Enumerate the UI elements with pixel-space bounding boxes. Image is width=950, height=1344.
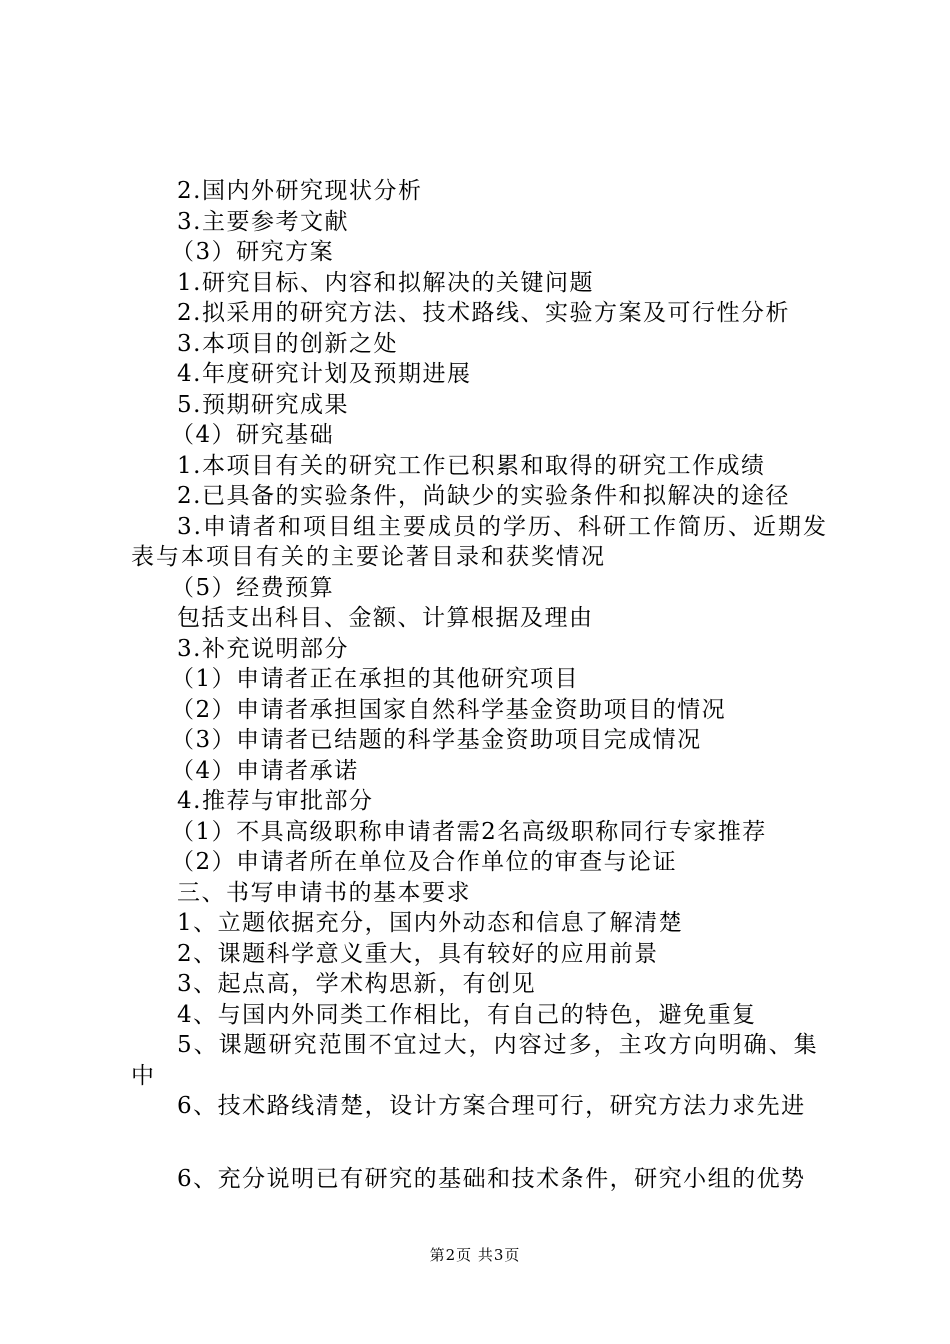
text-line: （2）申请者所在单位及合作单位的审查与论证 xyxy=(171,849,678,875)
text-line: （1）不具高级职称申请者需2名高级职称同行专家推荐 xyxy=(171,818,767,845)
text-line: 3.主要参考文献 xyxy=(177,208,349,235)
text-paragraph: 3.申请者和项目组主要成员的学历、科研工作简历、近期发表与本项目有关的主要论著目录和获奖情况 xyxy=(131,513,828,570)
text-line: 2.拟采用的研究方法、技术路线、实验方案及可行性分析 xyxy=(177,300,790,326)
text-line: 5.预期研究成果 xyxy=(177,391,349,418)
text-line: 2.已具备的实验条件，尚缺少的实验条件和拟解决的途径 xyxy=(177,483,790,509)
text-line: （2）申请者承担国家自然科学基金资助项目的情况 xyxy=(171,696,727,723)
text-line: 3.本项目的创新之处 xyxy=(177,330,398,357)
section-heading: （3）研究方案 xyxy=(171,239,335,265)
text-line: 1、立题依据充分，国内外动态和信息了解清楚 xyxy=(177,910,684,936)
section-heading: （4）研究基础 xyxy=(171,422,335,448)
text-line: 1.研究目标、内容和拟解决的关键问题 xyxy=(177,269,594,296)
text-line: 4、与国内外同类工作相比，有自己的特色，避免重复 xyxy=(177,1001,757,1028)
text-line: 4.推荐与审批部分 xyxy=(177,788,374,814)
document-body xyxy=(131,176,831,1194)
text-line: （4）申请者承诺 xyxy=(171,757,359,784)
text-line: 1.本项目有关的研究工作已积累和取得的研究工作成绩 xyxy=(177,452,766,479)
section-heading: 三、书写申请书的基本要求 xyxy=(177,879,471,906)
text-line: 2、课题科学意义重大，具有较好的应用前景 xyxy=(177,940,659,967)
text-line: 2.国内外研究现状分析 xyxy=(177,178,423,204)
text-line: 3、起点高，学术构思新，有创见 xyxy=(177,971,537,997)
blank-line xyxy=(131,1122,831,1164)
page-number-footer: 第2页 共3页 xyxy=(429,1246,521,1264)
text-paragraph: 5、课题研究范围不宜过大，内容过多，主攻方向明确、集中 xyxy=(131,1032,819,1089)
text-line: （3）申请者已结题的科学基金资助项目完成情况 xyxy=(171,727,702,753)
text-line: 3.补充说明部分 xyxy=(177,635,349,662)
section-heading: （5）经费预算 xyxy=(171,574,335,601)
text-line: （1）申请者正在承担的其他研究项目 xyxy=(171,666,580,692)
text-line: 6、技术路线清楚，设计方案合理可行，研究方法力求先进 xyxy=(177,1093,806,1119)
text-line: 包括支出科目、金额、计算根据及理由 xyxy=(177,605,594,631)
text-line: 6、充分说明已有研究的基础和技术条件，研究小组的优势 xyxy=(177,1165,806,1192)
text-line: 4.年度研究计划及预期进展 xyxy=(177,361,472,387)
